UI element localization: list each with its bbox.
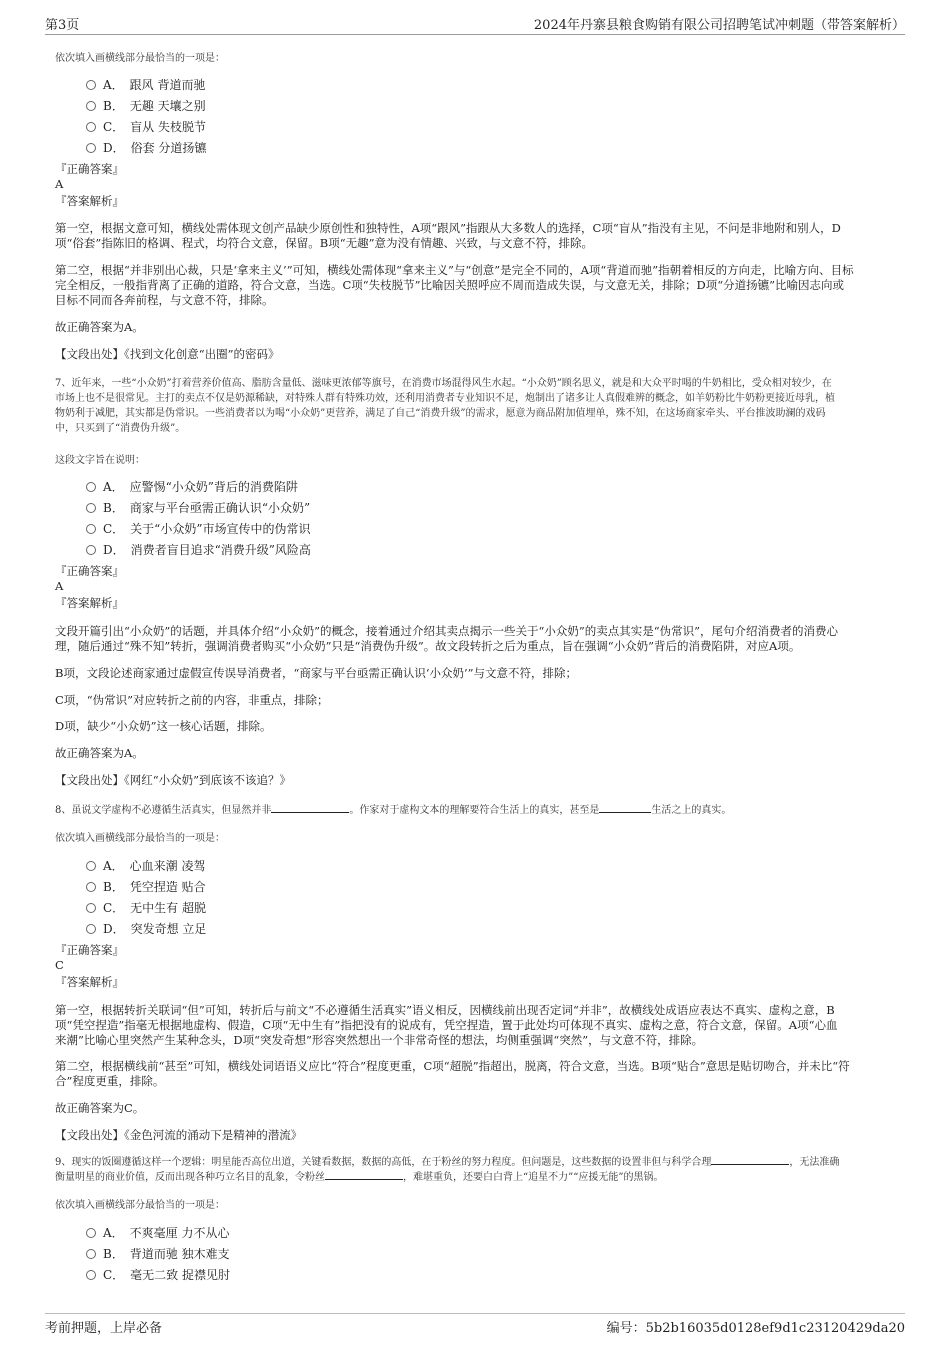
q6-option-d[interactable]: D． 俗套 分道扬镳 (86, 139, 206, 156)
q8-answer: C (55, 958, 64, 972)
q7-option-d[interactable]: D． 消费者盲目追求“消费升级”风险高 (86, 541, 311, 558)
radio-icon[interactable] (86, 882, 96, 892)
q7-option-b[interactable]: B． 商家与平台亟需正确认识“小众奶” (86, 499, 310, 516)
q8-correct-label: 『正确答案』 (55, 943, 124, 957)
q6-analysis-p1-line: 第一空，根据文意可知，横线处需体现文创产品缺少原创性和独特性，A项“跟风”指跟从大多数人的选择，C项“盲从”指没有主见，不问是非地附和别人，D (55, 221, 841, 235)
fill-blank (711, 1154, 789, 1165)
q6-analysis-p2-line: 完全相反，一般指背离了正确的道路，符合文意，当选。C项“失枝脱节”比喻因关照呼应不周而造成失误，与文意无关，排除；D项“分道扬镳”比喻因志向或 (55, 278, 845, 292)
q7-option-c[interactable]: C． 关于“小众奶”市场宣传中的伪常识 (86, 520, 310, 537)
radio-icon[interactable] (86, 903, 96, 913)
q8-option-b[interactable]: B． 凭空捏造 贴合 (86, 878, 206, 895)
radio-icon[interactable] (86, 924, 96, 934)
q7-stem-line: 7、近年来，一些“小众奶”打着营养价值高、脂肪含量低、滋味更浓郁等旗号，在消费市场混得风生水起。“小众奶”顾名思义，就是和大众平时喝的牛奶相比，受众相对较少，在 (55, 378, 832, 389)
q7-analysis-p1-line: 理，随后通过“殊不知”转折，强调消费者购买“小众奶”只是“消费伪升级”。故文段转折之后为重点，旨在强调“小众奶”背后的消费陷阱，对应A项。 (55, 639, 801, 653)
q6-prompt: 依次填入画横线部分最恰当的一项是： (55, 53, 225, 64)
q8-option-a[interactable]: A． 心血来潮 凌驾 (86, 857, 205, 874)
page-header (45, 12, 905, 35)
q6-correct-label: 『正确答案』 (55, 162, 124, 176)
page-number: 第3页 (45, 18, 80, 33)
radio-icon[interactable] (86, 101, 96, 111)
q9-option-c[interactable]: C． 毫无二致 捉襟见肘 (86, 1266, 230, 1283)
q7-analysis-label: 『答案解析』 (55, 596, 124, 610)
q8-analysis-p1-line: 第一空，根据转折关联词“但”可知，转折后与前文“不必遵循生活真实”语义相反，因横线前出现否定词“并非”，故横线处成语应表达不真实、虚构之意，B (55, 1003, 835, 1017)
radio-icon[interactable] (86, 482, 96, 492)
q8-prompt: 依次填入画横线部分最恰当的一项是： (55, 833, 225, 844)
q8-option-d[interactable]: D． 突发奇想 立足 (86, 920, 206, 937)
q7-analysis-p3: C项，“伪常识”对应转折之前的内容，非重点，排除； (55, 693, 329, 707)
q9-prompt: 依次填入画横线部分最恰当的一项是： (55, 1200, 225, 1211)
q7-stem-line: 中，只买到了“消费伪升级”。 (55, 423, 186, 434)
q7-source: 【文段出处】《网红“小众奶”到底该不该追？》 (55, 773, 292, 787)
q9-stem-line1: 9、现实的饭圈遵循这样一个逻辑：明星能否高位出道，关键看数据，数据的高低，在于粉丝的努力程度。但问题是，这些数据的设置非但与科学合理 ，无法准确 (55, 1153, 839, 1168)
q6-option-c[interactable]: C． 盲从 失枝脱节 (86, 118, 206, 135)
fill-blank (599, 802, 651, 813)
q7-prompt: 这段文字旨在说明： (55, 455, 145, 466)
page-footer (45, 1313, 905, 1336)
q8-conclusion: 故正确答案为C。 (55, 1101, 145, 1115)
q7-correct-label: 『正确答案』 (55, 564, 124, 578)
q9-option-b[interactable]: B． 背道而驰 独木难支 (86, 1245, 230, 1262)
radio-icon[interactable] (86, 1270, 96, 1280)
q8-source: 【文段出处】《金色河流的涌动下是精神的潜流》 (55, 1128, 303, 1142)
radio-icon[interactable] (86, 1249, 96, 1259)
document-id: 编号：5b2b16035d0128ef9d1c23120429da20 (606, 1321, 905, 1336)
q6-source: 【文段出处】《找到文化创意“出圈”的密码》 (55, 347, 280, 361)
q8-analysis-label: 『答案解析』 (55, 975, 124, 989)
radio-icon[interactable] (86, 861, 96, 871)
q6-analysis-p1-line: 项“俗套”指陈旧的格调、程式，均符合文意，保留。B项“无趣”意为没有情趣、兴致，与文意不符，排除。 (55, 236, 593, 250)
radio-icon[interactable] (86, 524, 96, 534)
radio-icon[interactable] (86, 122, 96, 132)
q9-option-a[interactable]: A． 不爽毫厘 力不从心 (86, 1224, 229, 1241)
q7-conclusion: 故正确答案为A。 (55, 746, 144, 760)
q7-analysis-p4: D项，缺少“小众奶”这一核心话题，排除。 (55, 719, 272, 733)
q8-analysis-p1-line: 项“凭空捏造”指毫无根据地虚构、假造，C项“无中生有”指把没有的说成有，凭空捏造，置于此处均可体现不真实、虚构之意，符合文意，保留。A项“心血 (55, 1018, 838, 1032)
fill-blank (271, 802, 349, 813)
radio-icon[interactable] (86, 503, 96, 513)
q8-analysis-p2-line: 第二空，根据横线前“甚至”可知，横线处词语语义应比“符合”程度更重，C项“超脱”指超出，脱离，符合文意，当选。B项“贴合”意思是贴切吻合，并未比“符 (55, 1059, 850, 1073)
fill-blank (325, 1169, 403, 1180)
q8-analysis-p1-line: 来潮”比喻心里突然产生某种念头，D项“突发奇想”形容突然想出一个非常奇怪的想法，均侧重强调“突然”，与文意不符，排除。 (55, 1033, 704, 1047)
q9-stem-line2: 衡量明星的商业价值，反而出现各种巧立名目的乱象，令粉丝 ，难堪重负，还要白白背上“追星不力”“应援无能”的黑锅。 (55, 1168, 663, 1183)
q7-option-a[interactable]: A． 应警惕“小众奶”背后的消费陷阱 (86, 478, 298, 495)
q6-option-b[interactable]: B． 无趣 天壤之别 (86, 97, 206, 114)
document-title: 2024年丹寨县粮食购销有限公司招聘笔试冲刺题（带答案解析） (533, 18, 905, 33)
q6-analysis-p2-line: 目标不同而各奔前程，与文意不符，排除。 (55, 293, 274, 307)
q7-stem-line: 市场上也不是很常见。主打的卖点不仅是奶源稀缺，对特殊人群有特殊功效，还利用消费者专业知识不足，炮制出了诸多让人真假难辨的概念，如羊奶粉比牛奶粉更接近母乳，植 (55, 393, 835, 404)
radio-icon[interactable] (86, 143, 96, 153)
q6-answer: A (55, 177, 64, 191)
q6-option-a[interactable]: A． 跟风 背道而驰 (86, 76, 205, 93)
radio-icon[interactable] (86, 80, 96, 90)
q6-analysis-label: 『答案解析』 (55, 194, 124, 208)
q8-stem: 8、虽说文学虚构不必遵循生活真实，但显然并非 。作家对于虚构文本的理解要符合生活上的真实，甚至是 生活之上的真实。 (55, 801, 731, 816)
q8-analysis-p2-line: 合”程度更重，排除。 (55, 1074, 165, 1088)
q8-option-c[interactable]: C． 无中生有 超脱 (86, 899, 206, 916)
radio-icon[interactable] (86, 1228, 96, 1238)
q6-conclusion: 故正确答案为A。 (55, 320, 144, 334)
q7-stem-line: 物奶利于减肥，其实都是伪常识。一些消费者以为喝“小众奶”更营养，满足了自己“消费升级”的需求，愿意为商品附加值埋单，殊不知，在这场商家牵头、平台推波助澜的戏码 (55, 408, 826, 419)
q7-answer: A (55, 579, 64, 593)
radio-icon[interactable] (86, 545, 96, 555)
footer-slogan: 考前押题，上岸必备 (45, 1321, 163, 1336)
q7-analysis-p2: B项，文段论述商家通过虚假宣传误导消费者，“商家与平台亟需正确认识‘小众奶’”与文意不符，排除； (55, 666, 578, 680)
q7-analysis-p1-line: 文段开篇引出“小众奶”的话题，并具体介绍“小众奶”的概念，接着通过介绍其卖点揭示一些关于“小众奶”的卖点其实是“伪常识”，尾句介绍消费者的消费心 (55, 624, 839, 638)
q6-analysis-p2-line: 第二空，根据“并非别出心裁，只是‘拿来主义’”可知，横线处需体现“拿来主义”与“创意”是完全不同的，A项“背道而驰”指朝着相反的方向走，比喻方向、目标 (55, 263, 854, 277)
